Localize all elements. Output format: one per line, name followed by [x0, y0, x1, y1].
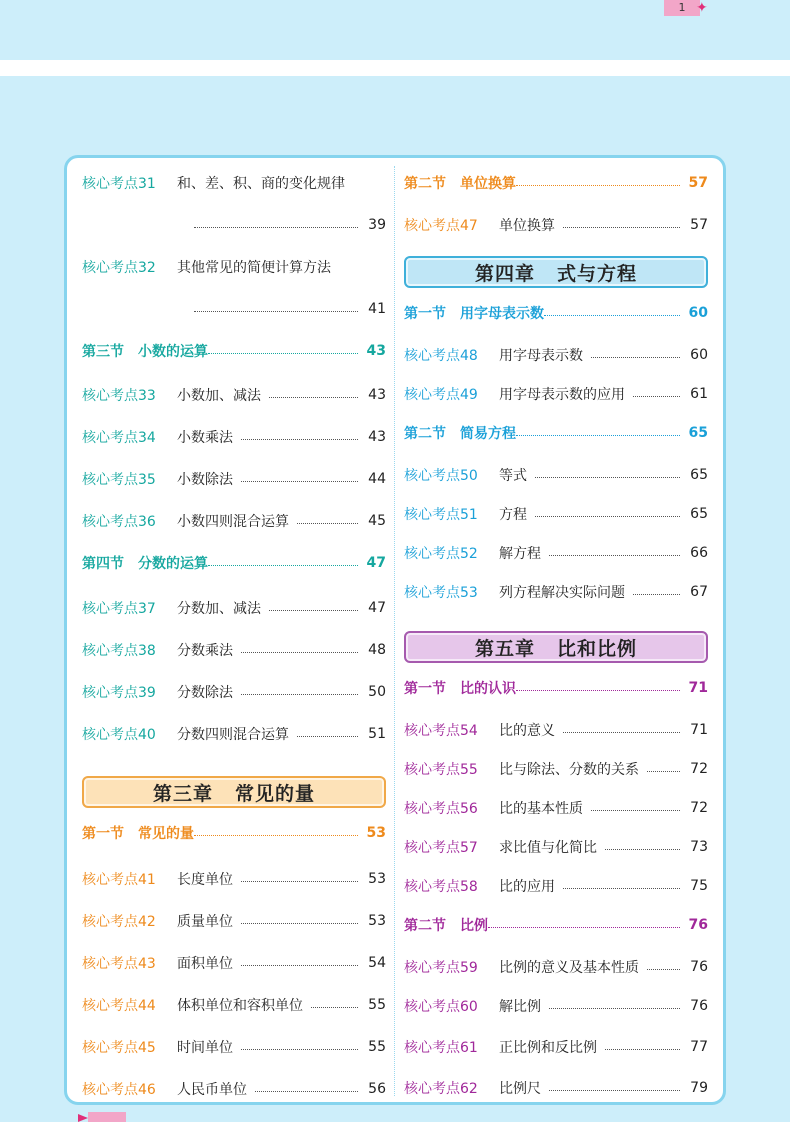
dot-leader [297, 736, 358, 737]
page-number-tab [664, 0, 700, 16]
toc-entry[interactable] [404, 756, 708, 782]
entry-page: 43 [368, 387, 386, 403]
chapter-number: 第三章 [152, 782, 213, 805]
toc-entry[interactable] [404, 873, 708, 899]
entry-page: 45 [368, 513, 386, 529]
dot-leader [633, 594, 680, 595]
entry-page: 75 [690, 878, 708, 894]
entry-title: 分数乘法 [177, 643, 233, 659]
section-code: 第三节 [82, 344, 124, 360]
entry-code: 核心考点50 [404, 468, 478, 484]
toc-entry[interactable] [82, 254, 386, 280]
entry-page: 57 [690, 217, 708, 233]
dot-leader [241, 481, 358, 482]
dot-leader [563, 732, 680, 733]
toc-entry[interactable] [404, 579, 708, 605]
section-title: 用字母表示数 [460, 306, 544, 322]
section-code: 第二节 [404, 426, 446, 442]
entry-code: 核心考点38 [82, 643, 156, 659]
entry-title: 正比例和反比例 [499, 1040, 597, 1056]
dot-leader [516, 690, 680, 691]
dot-leader [563, 227, 680, 228]
entry-title: 其他常见的简便计算方法 [177, 260, 331, 276]
entry-code: 核心考点43 [82, 956, 156, 972]
star-icon: ✦ [696, 0, 708, 16]
entry-page: 55 [368, 1039, 386, 1055]
toc-entry[interactable] [404, 1075, 708, 1101]
entry-code: 核心考点36 [82, 514, 156, 530]
entry-title: 体积单位和容积单位 [177, 998, 303, 1014]
dot-leader [549, 1090, 680, 1091]
entry-title: 人民币单位 [177, 1082, 247, 1098]
dot-leader [605, 1049, 680, 1050]
section-title: 常见的量 [138, 826, 194, 842]
dot-leader [516, 435, 680, 436]
toc-entry[interactable] [404, 717, 708, 743]
entry-code: 核心考点55 [404, 762, 478, 778]
section-code: 第四节 [82, 556, 124, 572]
entry-title: 分数加、减法 [177, 601, 261, 617]
bottom-page-tab [88, 1112, 126, 1122]
toc-entry[interactable] [82, 908, 386, 934]
entry-page: 55 [368, 997, 386, 1013]
entry-page: 39 [368, 217, 386, 233]
section-title: 小数的运算 [138, 344, 208, 360]
entry-code: 核心考点58 [404, 879, 478, 895]
chapter-banner[interactable] [404, 631, 708, 663]
section-code: 第二节 [404, 176, 446, 192]
chapter-number: 第五章 [474, 637, 535, 660]
dot-leader [591, 810, 680, 811]
section-heading[interactable] [82, 338, 386, 364]
entry-code: 核心考点59 [404, 960, 478, 976]
toc-entry-continuation[interactable] [194, 212, 386, 238]
entry-title: 小数除法 [177, 472, 233, 488]
entry-page: 48 [368, 642, 386, 658]
toc-entry[interactable] [404, 381, 708, 407]
entry-title: 长度单位 [177, 872, 233, 888]
entry-page: 53 [368, 871, 386, 887]
entry-page: 41 [368, 301, 386, 317]
section-code: 第二节 [404, 918, 446, 934]
section-title: 比的认识 [460, 681, 516, 697]
dot-leader [194, 835, 358, 836]
dot-leader [535, 477, 680, 478]
entry-page: 61 [690, 386, 708, 402]
entry-code: 核心考点48 [404, 348, 478, 364]
entry-title: 方程 [499, 507, 527, 523]
entry-page: 79 [690, 1080, 708, 1096]
entry-code: 核心考点39 [82, 685, 156, 701]
page-number: 1 [678, 1, 686, 14]
dot-leader [605, 849, 680, 850]
entry-title: 比与除法、分数的关系 [499, 762, 639, 778]
entry-title: 小数乘法 [177, 430, 233, 446]
entry-page: 76 [690, 959, 708, 975]
entry-title: 解比例 [499, 999, 541, 1015]
entry-title: 用字母表示数 [499, 348, 583, 364]
entry-code: 核心考点51 [404, 507, 478, 523]
dot-leader [241, 694, 358, 695]
entry-title: 小数加、减法 [177, 388, 261, 404]
entry-code: 核心考点42 [82, 914, 156, 930]
entry-page: 72 [690, 761, 708, 777]
entry-title: 用字母表示数的应用 [499, 387, 625, 403]
entry-code: 核心考点47 [404, 218, 478, 234]
entry-code: 核心考点37 [82, 601, 156, 617]
section-page: 71 [688, 680, 708, 696]
dot-leader [647, 771, 680, 772]
toc-entry[interactable] [82, 170, 386, 196]
entry-page: 71 [690, 722, 708, 738]
entry-title: 比的意义 [499, 723, 555, 739]
entry-page: 66 [690, 545, 708, 561]
dot-leader [241, 965, 358, 966]
entry-page: 65 [690, 506, 708, 522]
entry-page: 44 [368, 471, 386, 487]
section-page: 47 [366, 555, 386, 571]
entry-code: 核心考点44 [82, 998, 156, 1014]
entry-code: 核心考点33 [82, 388, 156, 404]
entry-title: 比例尺 [499, 1081, 541, 1097]
chapter-name: 式与方程 [557, 262, 638, 285]
section-page: 76 [688, 917, 708, 933]
entry-title: 质量单位 [177, 914, 233, 930]
toc-entry[interactable] [82, 1034, 386, 1060]
dot-leader [549, 1008, 680, 1009]
toc-entry[interactable] [82, 1076, 386, 1102]
toc-entry[interactable] [82, 992, 386, 1018]
toc-entry[interactable] [404, 501, 708, 527]
entry-code: 核心考点54 [404, 723, 478, 739]
toc-entry[interactable] [404, 795, 708, 821]
entry-page: 47 [368, 600, 386, 616]
dot-leader [208, 353, 358, 354]
entry-page: 67 [690, 584, 708, 600]
dot-leader [549, 555, 680, 556]
dot-leader [241, 923, 358, 924]
section-heading[interactable] [404, 420, 708, 446]
entry-page: 51 [368, 726, 386, 742]
section-heading[interactable] [404, 912, 708, 938]
section-code: 第一节 [404, 681, 446, 697]
column-divider [394, 166, 395, 1096]
section-heading[interactable] [404, 170, 708, 196]
entry-title: 比例的意义及基本性质 [499, 960, 639, 976]
entry-title: 等式 [499, 468, 527, 484]
chapter-number: 第四章 [474, 262, 535, 285]
dot-leader [311, 1007, 358, 1008]
section-title: 单位换算 [460, 176, 516, 192]
toc-entry[interactable] [82, 637, 386, 663]
entry-title: 小数四则混合运算 [177, 514, 289, 530]
triangle-marker-icon [78, 1114, 88, 1122]
section-page: 65 [688, 425, 708, 441]
section-code: 第一节 [82, 826, 124, 842]
white-band [0, 60, 790, 76]
dot-leader [241, 881, 358, 882]
entry-page: 50 [368, 684, 386, 700]
entry-page: 53 [368, 913, 386, 929]
section-page: 53 [366, 825, 386, 841]
toc-entry[interactable] [82, 424, 386, 450]
dot-leader [591, 357, 680, 358]
toc-entry[interactable] [82, 508, 386, 534]
section-page: 57 [688, 175, 708, 191]
entry-code: 核心考点56 [404, 801, 478, 817]
dot-leader [269, 397, 358, 398]
toc-entry[interactable] [404, 954, 708, 980]
dot-leader [241, 1049, 358, 1050]
entry-code: 核心考点46 [82, 1082, 156, 1098]
entry-page: 43 [368, 429, 386, 445]
section-heading[interactable] [82, 820, 386, 846]
chapter-banner[interactable] [82, 776, 386, 808]
section-heading[interactable] [404, 675, 708, 701]
entry-title: 求比值与化简比 [499, 840, 597, 856]
toc-entry-continuation[interactable] [194, 296, 386, 322]
entry-code: 核心考点61 [404, 1040, 478, 1056]
dot-leader [194, 227, 358, 228]
entry-code: 核心考点52 [404, 546, 478, 562]
toc-entry[interactable] [82, 382, 386, 408]
entry-title: 比的应用 [499, 879, 555, 895]
dot-leader [488, 927, 680, 928]
entry-code: 核心考点57 [404, 840, 478, 856]
dot-leader [269, 610, 358, 611]
chapter-name: 常见的量 [235, 782, 316, 805]
entry-title: 分数除法 [177, 685, 233, 701]
dot-leader [241, 652, 358, 653]
entry-page: 76 [690, 998, 708, 1014]
dot-leader [297, 523, 358, 524]
dot-leader [633, 396, 680, 397]
dot-leader [563, 888, 680, 889]
toc-entry[interactable] [404, 1034, 708, 1060]
entry-title: 单位换算 [499, 218, 555, 234]
section-page: 60 [688, 305, 708, 321]
entry-page: 72 [690, 800, 708, 816]
toc-entry[interactable] [404, 462, 708, 488]
entry-title: 比的基本性质 [499, 801, 583, 817]
entry-title: 和、差、积、商的变化规律 [177, 176, 345, 192]
entry-title: 时间单位 [177, 1040, 233, 1056]
section-title: 分数的运算 [138, 556, 208, 572]
toc-entry[interactable] [82, 679, 386, 705]
toc-entry[interactable] [82, 866, 386, 892]
entry-page: 65 [690, 467, 708, 483]
entry-code: 核心考点53 [404, 585, 478, 601]
entry-code: 核心考点32 [82, 260, 156, 276]
section-code: 第一节 [404, 306, 446, 322]
dot-leader [255, 1091, 358, 1092]
entry-page: 54 [368, 955, 386, 971]
toc-entry[interactable] [404, 212, 708, 238]
section-page: 43 [366, 343, 386, 359]
section-heading[interactable] [404, 300, 708, 326]
dot-leader [241, 439, 358, 440]
entry-code: 核心考点41 [82, 872, 156, 888]
entry-page: 56 [368, 1081, 386, 1097]
toc-entry[interactable] [82, 595, 386, 621]
toc-entry[interactable] [404, 993, 708, 1019]
entry-code: 核心考点40 [82, 727, 156, 743]
entry-title: 面积单位 [177, 956, 233, 972]
entry-code: 核心考点45 [82, 1040, 156, 1056]
toc-entry[interactable] [404, 540, 708, 566]
section-title: 简易方程 [460, 426, 516, 442]
entry-page: 73 [690, 839, 708, 855]
toc-entry[interactable] [404, 342, 708, 368]
dot-leader [208, 565, 358, 566]
entry-code: 核心考点31 [82, 176, 156, 192]
entry-title: 解方程 [499, 546, 541, 562]
entry-page: 60 [690, 347, 708, 363]
chapter-name: 比和比例 [557, 637, 638, 660]
dot-leader [647, 969, 680, 970]
toc-entry[interactable] [82, 721, 386, 747]
entry-code: 核心考点62 [404, 1081, 478, 1097]
toc-entry[interactable] [404, 834, 708, 860]
entry-title: 分数四则混合运算 [177, 727, 289, 743]
dot-leader [194, 311, 358, 312]
entry-page: 77 [690, 1039, 708, 1055]
toc-entry[interactable] [82, 466, 386, 492]
dot-leader [535, 516, 680, 517]
entry-title: 列方程解决实际问题 [499, 585, 625, 601]
chapter-banner[interactable] [404, 256, 708, 288]
section-heading[interactable] [82, 550, 386, 576]
entry-code: 核心考点35 [82, 472, 156, 488]
entry-code: 核心考点34 [82, 430, 156, 446]
entry-code: 核心考点60 [404, 999, 478, 1015]
dot-leader [516, 185, 680, 186]
section-title: 比例 [460, 918, 488, 934]
dot-leader [544, 315, 680, 316]
toc-entry[interactable] [82, 950, 386, 976]
entry-code: 核心考点49 [404, 387, 478, 403]
